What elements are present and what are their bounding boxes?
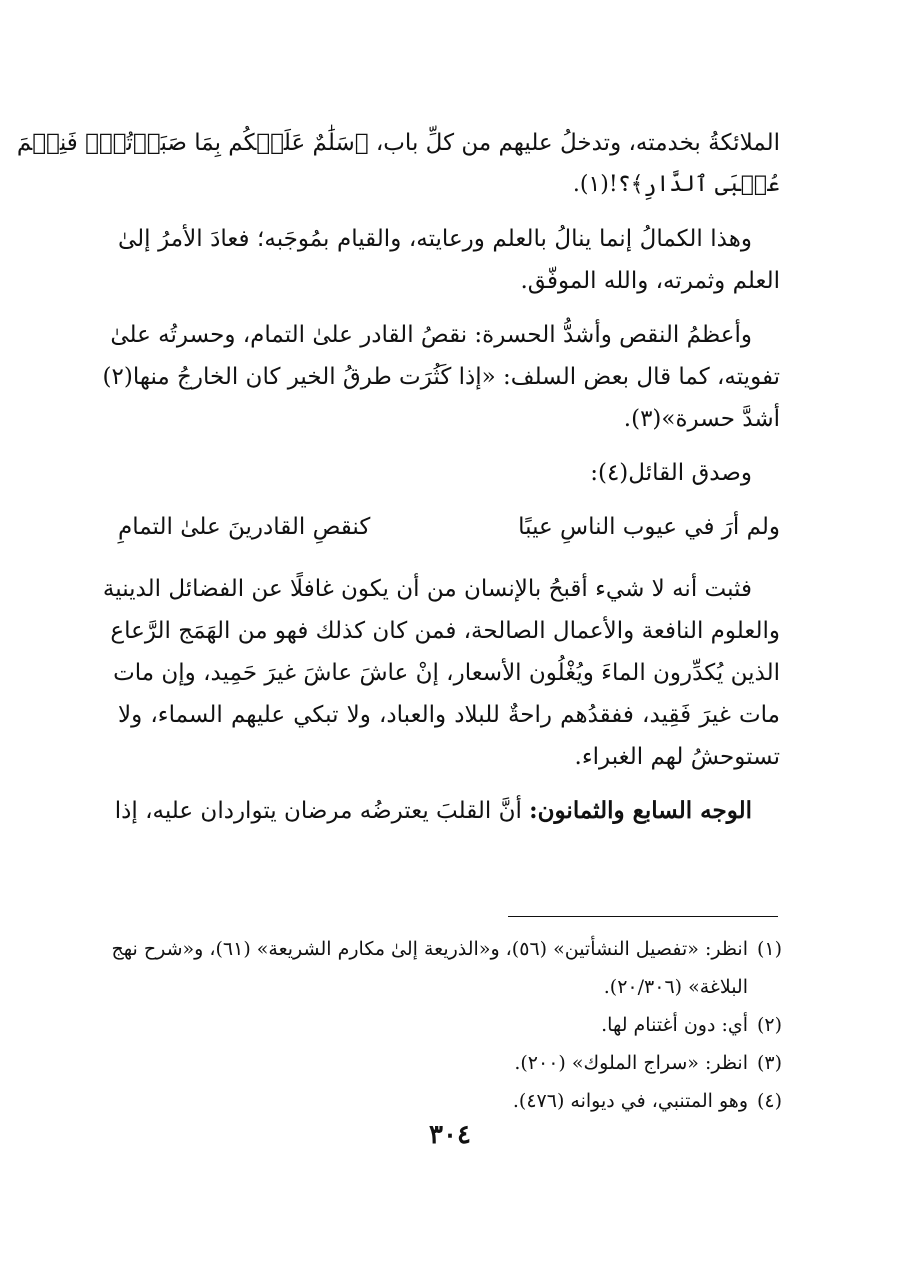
verse-hemistich-second: كنقصِ القادرينَ علىٰ التمامِ <box>118 514 371 540</box>
page-number: ٣٠٤ <box>429 1120 471 1150</box>
text-line: وأعظمُ النقص وأشدُّ الحسرة: نقصُ القادر علىٰ التمام، وحسرتُه علىٰ <box>110 322 752 348</box>
footnote-divider <box>508 916 778 917</box>
text-line: وهذا الكمالُ إنما ينالُ بالعلم ورعايته، والقيام بمُوجَبه؛ فعادَ الأمرُ إلىٰ <box>118 226 752 252</box>
footnote-number: (١) <box>756 938 782 960</box>
footnote-text: انظر: «تفصيل النشأتين» (٥٦)، و«الذريعة إلىٰ مكارم الشريعة» (٦١)، و«شرح نهج <box>111 938 748 960</box>
paragraph-5 <box>102 568 780 778</box>
footnote-number: (٤) <box>756 1090 782 1112</box>
text-line: وصدق القائل(٤): <box>590 460 752 486</box>
text-line: والعلوم النافعة والأعمال الصالحة، فمن كان كذلك فهو من الهَمَج الرَّعاع <box>110 618 780 644</box>
text-line <box>114 790 780 832</box>
main-text <box>16 122 780 844</box>
footnote <box>120 1082 782 1120</box>
paragraph-6 <box>114 790 780 832</box>
verse-hemistich-first: ولم أرَ في عيوب الناسِ عيبًا <box>518 514 780 540</box>
footnote-number: (٢) <box>756 1014 782 1036</box>
paragraph-text: أنَّ القلبَ يعترضُه مرضان يتواردان عليه، إذا <box>114 798 530 824</box>
footnote-continuation: البلاغة» (٢٠/٣٠٦). <box>603 976 748 998</box>
text-line: مات غيرَ فَقِيد، ففقدُهم راحةٌ للبلاد والعباد، ولا تبكي عليهم السماء، ولا <box>118 702 780 728</box>
paragraph-4 <box>118 452 780 494</box>
footnote-text: أي: دون أغتنام لها. <box>601 1014 748 1036</box>
text-line: فثبت أنه لا شيء أقبحُ بالإنسان من أن يكون غافلًا عن الفضائل الدينية <box>102 576 752 602</box>
footnote-text: انظر: «سراج الملوك» (٢٠٠). <box>514 1052 748 1074</box>
paragraph-1 <box>16 122 780 206</box>
footnote-text: وهو المتنبي، في ديوانه (٤٧٦). <box>512 1090 748 1112</box>
footnote <box>120 1006 782 1044</box>
footnote <box>111 930 782 968</box>
footnote-number: (٣) <box>756 1052 782 1074</box>
footnote <box>120 1044 782 1082</box>
text-line: الذين يُكدِّرون الماءَ ويُغْلُون الأسعار، إنْ عاشَ عاشَ غيرَ حَمِيد، وإن مات <box>113 660 780 686</box>
text-line: عُقۡبَى ٱلدَّارِ﴾؟!(١). <box>572 172 780 197</box>
text-line: تستوحشُ لهم الغبراء. <box>574 744 780 770</box>
section-heading-inline: الوجه السابع والثمانون: <box>529 797 752 824</box>
footnotes <box>111 930 782 1120</box>
paragraph-3 <box>102 314 780 440</box>
text-line: تفويته، كما قال بعض السلف: «إذا كَثُرَت طرقُ الخير كان الخارجُ منها(٢) <box>102 364 780 390</box>
text-line: العلم وثمرته، والله الموفّق. <box>520 268 780 294</box>
text-line: أشدَّ حسرة»(٣). <box>623 406 780 432</box>
paragraph-2 <box>118 218 780 302</box>
poetry-verse <box>118 506 780 548</box>
text-line: الملائكةُ بخدمته، وتدخلُ عليهم من كلِّ باب، ﴿سَلَٰمٌ عَلَيۡكُم بِمَا صَبَرۡتُمۡۚ فَنِعۡمَ <box>16 130 780 156</box>
